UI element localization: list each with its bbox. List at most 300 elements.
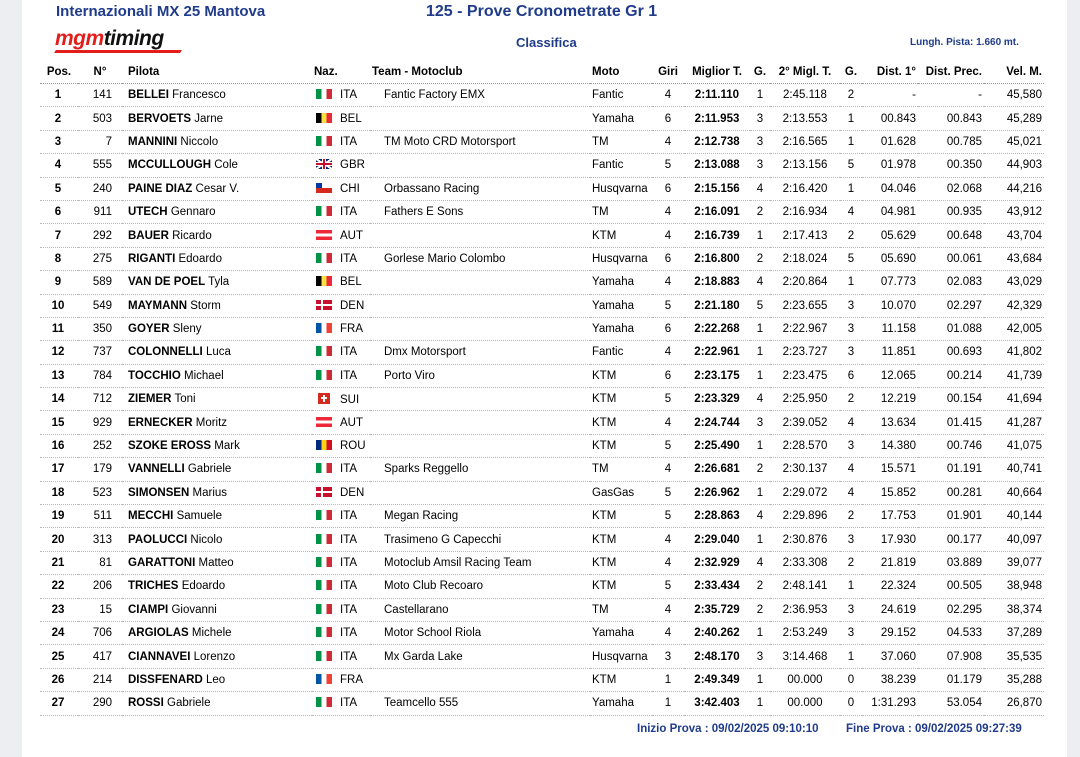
speed-cell: 41,802	[984, 341, 1044, 364]
flag-icon	[316, 510, 332, 520]
best-lap-cell: 4	[750, 177, 770, 200]
nation-cell	[312, 294, 370, 317]
best-time-cell: 2:25.490	[684, 434, 750, 457]
gap-prev-cell: 00.177	[918, 528, 984, 551]
gap-prev-cell: 00.350	[918, 154, 984, 177]
second-lap-cell: 0	[840, 692, 862, 715]
rider-first-name: Moritz	[195, 416, 228, 429]
best-time-cell: 3:42.403	[684, 692, 750, 715]
laps-cell: 5	[652, 388, 684, 411]
second-best-cell: 2:22.967	[770, 317, 840, 340]
second-best-cell: 2:33.308	[770, 551, 840, 574]
gap-prev-cell: 53.054	[918, 692, 984, 715]
bike-cell: GasGas	[590, 481, 652, 504]
logo-part-mgm: mgm	[55, 27, 104, 50]
best-lap-cell: 3	[750, 645, 770, 668]
gap-prev-cell: 00.785	[918, 130, 984, 153]
second-best-cell: 3:14.468	[770, 645, 840, 668]
best-lap-cell: 2	[750, 247, 770, 270]
rider-cell	[122, 200, 312, 223]
rider-surname: UTECH	[128, 206, 168, 219]
rider-first-name: Toni	[174, 393, 196, 406]
rider-surname: MCCULLOUGH	[128, 159, 212, 172]
pos-cell: 21	[40, 551, 78, 574]
rider-cell	[122, 107, 312, 130]
second-lap-cell: 4	[840, 481, 862, 504]
nation-code: ITA	[340, 580, 358, 593]
best-lap-cell: 1	[750, 621, 770, 644]
second-lap-cell: 3	[840, 294, 862, 317]
rider-cell	[122, 481, 312, 504]
second-best-cell: 2:29.896	[770, 505, 840, 528]
col-second-best: 2° Migl. T.	[770, 61, 840, 84]
rider-first-name: Gabriele	[187, 463, 232, 476]
gap-prev-cell: 00.281	[918, 481, 984, 504]
nation-cell	[312, 200, 370, 223]
bike-cell: Yamaha	[590, 317, 652, 340]
nation-cell	[312, 107, 370, 130]
pos-cell: 1	[40, 84, 78, 107]
rider-cell	[122, 224, 312, 247]
rider-cell	[122, 388, 312, 411]
table-row	[40, 154, 1044, 177]
gap-prev-cell: 00.154	[918, 388, 984, 411]
second-best-cell: 2:16.934	[770, 200, 840, 223]
second-best-cell: 2:53.249	[770, 621, 840, 644]
second-best-cell: 2:23.727	[770, 341, 840, 364]
pos-cell: 7	[40, 224, 78, 247]
speed-cell: 38,374	[984, 598, 1044, 621]
speed-cell: 45,289	[984, 107, 1044, 130]
nation-code: AUT	[340, 416, 363, 429]
number-cell: 290	[78, 692, 122, 715]
col-nation: Naz.	[312, 61, 370, 84]
flag-icon	[316, 136, 332, 146]
rider-surname: COLONNELLI	[128, 346, 203, 359]
gap-first-cell: 11.851	[862, 341, 918, 364]
col-rider: Pilota	[122, 61, 312, 84]
session-end: Fine Prova : 09/02/2025 09:27:39	[846, 723, 1022, 735]
number-cell: 81	[78, 551, 122, 574]
nation-cell	[312, 505, 370, 528]
pos-cell: 2	[40, 107, 78, 130]
pos-cell: 4	[40, 154, 78, 177]
table-row	[40, 107, 1044, 130]
second-lap-cell: 1	[840, 271, 862, 294]
rider-cell	[122, 341, 312, 364]
page-subtitle: Classifica	[516, 35, 577, 50]
team-cell	[370, 668, 590, 691]
col-number: N°	[78, 61, 122, 84]
flag-icon	[316, 346, 332, 356]
nation-code: ITA	[340, 697, 358, 710]
gap-prev-cell: 01.179	[918, 668, 984, 691]
flag-icon	[316, 159, 332, 169]
flag-icon	[316, 183, 332, 193]
rider-cell	[122, 692, 312, 715]
table-row	[40, 598, 1044, 621]
best-time-cell: 2:16.800	[684, 247, 750, 270]
rider-cell	[122, 177, 312, 200]
second-best-cell: 00.000	[770, 668, 840, 691]
pos-cell: 8	[40, 247, 78, 270]
pos-cell: 12	[40, 341, 78, 364]
bike-cell: Husqvarna	[590, 645, 652, 668]
speed-cell: 45,021	[984, 130, 1044, 153]
gap-first-cell: 05.629	[862, 224, 918, 247]
number-cell: 511	[78, 505, 122, 528]
second-best-cell: 2:39.052	[770, 411, 840, 434]
pos-cell: 22	[40, 575, 78, 598]
rider-cell	[122, 621, 312, 644]
bike-cell: TM	[590, 200, 652, 223]
nation-cell	[312, 364, 370, 387]
rider-surname: RIGANTI	[128, 252, 176, 265]
flag-icon	[316, 300, 332, 310]
session-start: Inizio Prova : 09/02/2025 09:10:10	[637, 723, 819, 735]
rider-first-name: Cesar V.	[195, 182, 240, 195]
bike-cell: KTM	[590, 528, 652, 551]
nation-code: GBR	[340, 159, 365, 172]
team-cell: Moto Club Recoaro	[370, 575, 590, 598]
col-gap-first: Dist. 1°	[862, 61, 918, 84]
bike-cell: KTM	[590, 551, 652, 574]
rider-first-name: Jarne	[194, 112, 224, 125]
nation-code: ITA	[340, 463, 358, 476]
laps-cell: 5	[652, 294, 684, 317]
rider-cell	[122, 575, 312, 598]
pos-cell: 3	[40, 130, 78, 153]
laps-cell: 1	[652, 668, 684, 691]
col-best-time: Miglior T.	[684, 61, 750, 84]
number-cell: 179	[78, 458, 122, 481]
second-lap-cell: 2	[840, 388, 862, 411]
bike-cell: Yamaha	[590, 107, 652, 130]
best-time-cell: 2:12.738	[684, 130, 750, 153]
nation-code: FRA	[340, 673, 363, 686]
bike-cell: TM	[590, 458, 652, 481]
team-cell	[370, 434, 590, 457]
second-lap-cell: 1	[840, 107, 862, 130]
bike-cell: Yamaha	[590, 294, 652, 317]
best-lap-cell: 1	[750, 341, 770, 364]
second-lap-cell: 3	[840, 528, 862, 551]
rider-first-name: Michael	[184, 369, 224, 382]
best-lap-cell: 4	[750, 551, 770, 574]
pos-cell: 11	[40, 317, 78, 340]
nation-code: ITA	[340, 510, 358, 523]
best-lap-cell: 3	[750, 130, 770, 153]
best-time-cell: 2:29.040	[684, 528, 750, 551]
best-time-cell: 2:15.156	[684, 177, 750, 200]
bike-cell: KTM	[590, 668, 652, 691]
second-best-cell: 2:30.876	[770, 528, 840, 551]
team-cell: Porto Viro	[370, 364, 590, 387]
results-sheet	[22, 0, 1067, 757]
nation-code: ITA	[340, 252, 358, 265]
second-lap-cell: 2	[840, 551, 862, 574]
bike-cell: Yamaha	[590, 271, 652, 294]
best-time-cell: 2:49.349	[684, 668, 750, 691]
speed-cell: 42,329	[984, 294, 1044, 317]
nation-code: BEL	[340, 276, 362, 289]
speed-cell: 43,684	[984, 247, 1044, 270]
results-body	[40, 84, 1044, 716]
flag-icon	[316, 370, 332, 380]
best-lap-cell: 2	[750, 575, 770, 598]
nation-cell	[312, 621, 370, 644]
rider-surname: GOYER	[128, 323, 170, 336]
rider-first-name: Gennaro	[170, 206, 216, 219]
col-pos: Pos.	[40, 61, 78, 84]
second-lap-cell: 4	[840, 411, 862, 434]
table-row	[40, 388, 1044, 411]
number-cell: 737	[78, 341, 122, 364]
gap-first-cell: 13.634	[862, 411, 918, 434]
col-bike: Moto	[590, 61, 652, 84]
rider-surname: BELLEI	[128, 89, 169, 102]
number-cell: 417	[78, 645, 122, 668]
number-cell: 589	[78, 271, 122, 294]
second-best-cell: 2:13.553	[770, 107, 840, 130]
laps-cell: 4	[652, 458, 684, 481]
pos-cell: 17	[40, 458, 78, 481]
nation-code: ITA	[340, 206, 358, 219]
gap-first-cell: 01.628	[862, 130, 918, 153]
best-lap-cell: 2	[750, 598, 770, 621]
speed-cell: 44,903	[984, 154, 1044, 177]
second-best-cell: 2:16.565	[770, 130, 840, 153]
rider-cell	[122, 458, 312, 481]
team-cell: Dmx Motorsport	[370, 341, 590, 364]
speed-cell: 37,289	[984, 621, 1044, 644]
laps-cell: 4	[652, 200, 684, 223]
rider-surname: VAN DE POEL	[128, 276, 206, 289]
table-row	[40, 645, 1044, 668]
best-lap-cell: 1	[750, 528, 770, 551]
rider-surname: MAYMANN	[128, 299, 187, 312]
number-cell: 784	[78, 364, 122, 387]
team-cell: Fantic Factory EMX	[370, 84, 590, 107]
best-time-cell: 2:11.110	[684, 84, 750, 107]
second-lap-cell: 1	[840, 645, 862, 668]
table-row	[40, 200, 1044, 223]
nation-code: ITA	[340, 346, 358, 359]
best-lap-cell: 1	[750, 434, 770, 457]
second-lap-cell: 1	[840, 177, 862, 200]
second-best-cell: 2:45.118	[770, 84, 840, 107]
table-row	[40, 551, 1044, 574]
gap-prev-cell: -	[918, 84, 984, 107]
rider-surname: VANNELLI	[128, 463, 185, 476]
rider-surname: CIAMPI	[128, 603, 169, 616]
rider-first-name: Samuele	[176, 510, 222, 523]
number-cell: 206	[78, 575, 122, 598]
logo-part-timing: timing	[103, 27, 164, 50]
rider-surname: SZOKE EROSS	[128, 440, 212, 453]
best-lap-cell: 4	[750, 388, 770, 411]
laps-cell: 4	[652, 411, 684, 434]
gap-prev-cell: 02.068	[918, 177, 984, 200]
second-lap-cell: 4	[840, 200, 862, 223]
number-cell: 214	[78, 668, 122, 691]
number-cell: 313	[78, 528, 122, 551]
speed-cell: 44,216	[984, 177, 1044, 200]
rider-first-name: Edoardo	[181, 580, 226, 593]
flag-icon	[316, 206, 332, 216]
rider-surname: CIANNAVEI	[128, 650, 191, 663]
gap-prev-cell: 03.889	[918, 551, 984, 574]
best-time-cell: 2:22.268	[684, 317, 750, 340]
gap-prev-cell: 01.088	[918, 317, 984, 340]
speed-cell: 38,948	[984, 575, 1044, 598]
team-cell	[370, 107, 590, 130]
best-time-cell: 2:26.962	[684, 481, 750, 504]
rider-surname: ZIEMER	[128, 393, 172, 406]
laps-cell: 3	[652, 645, 684, 668]
rider-cell	[122, 551, 312, 574]
second-lap-cell: 0	[840, 668, 862, 691]
col-gap-prev: Dist. Prec.	[918, 61, 984, 84]
nation-code: ITA	[340, 557, 358, 569]
nation-cell	[312, 434, 370, 457]
number-cell: 292	[78, 224, 122, 247]
rider-cell	[122, 294, 312, 317]
speed-cell: 40,097	[984, 528, 1044, 551]
table-row	[40, 575, 1044, 598]
gap-first-cell: 12.065	[862, 364, 918, 387]
team-cell	[370, 224, 590, 247]
nation-code: DEN	[340, 486, 365, 499]
laps-cell: 4	[652, 84, 684, 107]
second-best-cell: 2:30.137	[770, 458, 840, 481]
nation-cell	[312, 247, 370, 270]
rider-first-name: Edoardo	[178, 252, 222, 265]
rider-cell	[122, 411, 312, 434]
gap-prev-cell: 01.191	[918, 458, 984, 481]
best-time-cell: 2:32.929	[684, 551, 750, 574]
gap-first-cell: 38.239	[862, 668, 918, 691]
best-lap-cell: 3	[750, 154, 770, 177]
gap-first-cell: 17.930	[862, 528, 918, 551]
best-lap-cell: 2	[750, 200, 770, 223]
pos-cell: 15	[40, 411, 78, 434]
gap-first-cell: 12.219	[862, 388, 918, 411]
rider-first-name: Niccolo	[180, 135, 219, 148]
rider-first-name: Giovanni	[171, 603, 217, 616]
number-cell: 275	[78, 247, 122, 270]
rider-surname: PAOLUCCI	[128, 533, 188, 546]
speed-cell: 43,029	[984, 271, 1044, 294]
rider-cell	[122, 528, 312, 551]
pos-cell: 23	[40, 598, 78, 621]
team-cell	[370, 294, 590, 317]
nation-cell	[312, 458, 370, 481]
pos-cell: 10	[40, 294, 78, 317]
laps-cell: 4	[652, 528, 684, 551]
team-cell	[370, 411, 590, 434]
team-cell: Teamcello 555	[370, 692, 590, 715]
table-row	[40, 411, 1044, 434]
rider-first-name: Francesco	[172, 89, 226, 102]
flag-icon	[316, 604, 332, 614]
rider-surname: GARATTONI	[128, 557, 196, 569]
gap-prev-cell: 00.935	[918, 200, 984, 223]
best-time-cell: 2:18.883	[684, 271, 750, 294]
gap-first-cell: 01.978	[862, 154, 918, 177]
nation-code: AUT	[340, 229, 363, 242]
best-time-cell: 2:33.434	[684, 575, 750, 598]
gap-first-cell: 17.753	[862, 505, 918, 528]
laps-cell: 4	[652, 130, 684, 153]
pos-cell: 20	[40, 528, 78, 551]
speed-cell: 45,580	[984, 84, 1044, 107]
col-team: Team - Motoclub	[370, 61, 590, 84]
best-lap-cell: 3	[750, 411, 770, 434]
nation-code: CHI	[340, 182, 360, 195]
table-row	[40, 247, 1044, 270]
table-row	[40, 434, 1044, 457]
best-lap-cell: 2	[750, 458, 770, 481]
rider-cell	[122, 317, 312, 340]
nation-cell	[312, 692, 370, 715]
table-row	[40, 692, 1044, 715]
rider-first-name: Nicolo	[190, 533, 223, 546]
nation-code: FRA	[340, 323, 363, 336]
team-cell	[370, 317, 590, 340]
best-lap-cell: 5	[750, 294, 770, 317]
gap-prev-cell: 02.083	[918, 271, 984, 294]
team-cell: Sparks Reggello	[370, 458, 590, 481]
pos-cell: 16	[40, 434, 78, 457]
flag-icon	[316, 627, 332, 637]
table-row	[40, 294, 1044, 317]
best-time-cell: 2:28.863	[684, 505, 750, 528]
pos-cell: 5	[40, 177, 78, 200]
laps-cell: 6	[652, 317, 684, 340]
gap-first-cell: 1:31.293	[862, 692, 918, 715]
speed-cell: 35,288	[984, 668, 1044, 691]
table-row	[40, 224, 1044, 247]
team-cell: Trasimeno G Capecchi	[370, 528, 590, 551]
second-best-cell: 2:28.570	[770, 434, 840, 457]
col-laps: Giri	[652, 61, 684, 84]
best-time-cell: 2:35.729	[684, 598, 750, 621]
second-best-cell: 2:36.953	[770, 598, 840, 621]
laps-cell: 4	[652, 621, 684, 644]
event-title: Internazionali MX 25 Mantova	[56, 3, 266, 20]
best-lap-cell: 1	[750, 317, 770, 340]
rider-first-name: Tyla	[208, 276, 230, 289]
bike-cell: Husqvarna	[590, 247, 652, 270]
nation-code: DEN	[340, 299, 365, 312]
best-lap-cell: 4	[750, 271, 770, 294]
flag-icon	[316, 557, 332, 567]
flag-icon	[316, 276, 332, 286]
best-lap-cell: 1	[750, 481, 770, 504]
gap-prev-cell: 04.533	[918, 621, 984, 644]
speed-cell: 40,741	[984, 458, 1044, 481]
results-table	[40, 61, 1044, 716]
laps-cell: 5	[652, 481, 684, 504]
best-time-cell: 2:16.091	[684, 200, 750, 223]
rider-surname: BERVOETS	[128, 112, 192, 125]
second-lap-cell: 5	[840, 247, 862, 270]
laps-cell: 4	[652, 341, 684, 364]
bike-cell: TM	[590, 130, 652, 153]
second-lap-cell: 5	[840, 154, 862, 177]
team-cell: Mx Garda Lake	[370, 645, 590, 668]
